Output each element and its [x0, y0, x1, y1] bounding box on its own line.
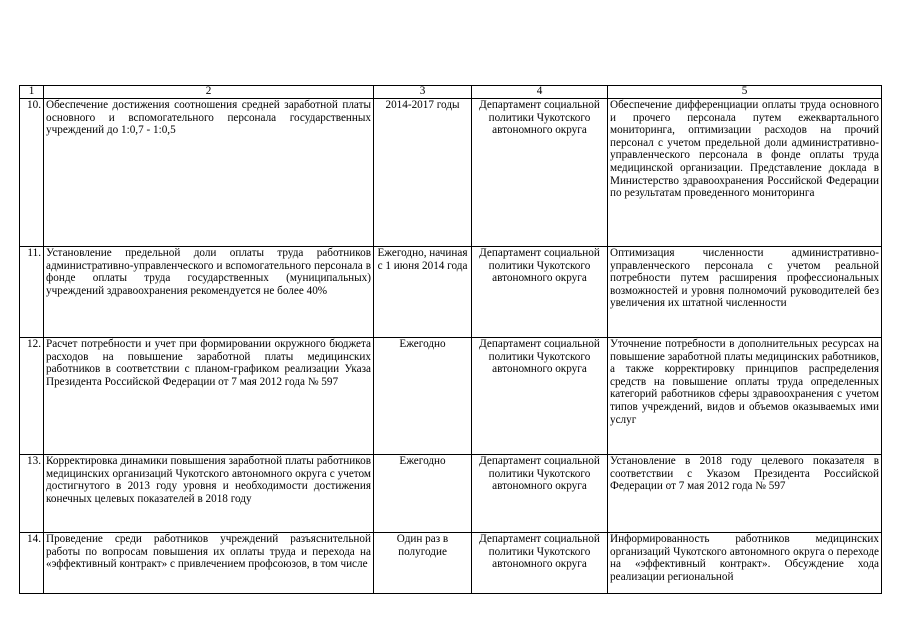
measure-cell: Расчет потребности и учет при формировании окружного бюджета расходов на повышение заработной платы медицинских работников в соответствии с планом-графиком реализации Указа Президента Российской Федерации от 7 мая 2012 года № 597: [44, 338, 374, 455]
period-cell: Один раз в полугодие: [374, 533, 472, 594]
period-cell: Ежегодно: [374, 455, 472, 533]
responsible-cell: Департамент социальной политики Чукотского автономного округа: [472, 455, 608, 533]
row-number: 11.: [20, 247, 44, 338]
row-number: 12.: [20, 338, 44, 455]
measure-cell: Проведение среди работников учреждений разъяснительной работы по вопросам повышения их оплаты труда и перехода на «эффективный контракт» с привлечением профсоюзов, в том числе: [44, 533, 374, 594]
column-header-4: 4: [472, 86, 608, 99]
table-header-row: [20, 86, 882, 99]
table-row: [20, 99, 882, 247]
result-cell: Установление в 2018 году целевого показателя в соответствии с Указом Президента Российской Федерации от 7 мая 2012 года № 597: [608, 455, 882, 533]
column-header-1: 1: [20, 86, 44, 99]
result-cell: Оптимизация численности административно-управленческого персонала с учетом реальной потребности путем расширения профессиональных возможностей и уровня полномочий руководителей без увеличения их штатной численности: [608, 247, 882, 338]
responsible-cell: Департамент социальной политики Чукотского автономного округа: [472, 99, 608, 247]
result-cell: Информированность работников медицинских организаций Чукотского автономного округа о переходе на «эффективный контракт». Обсуждение хода реализации региональной: [608, 533, 882, 594]
row-number: 13.: [20, 455, 44, 533]
measure-cell: Обеспечение достижения соотношения средней заработной платы основного и вспомогательного персонала государственных учреждений до 1:0,7 - 1:0,5: [44, 99, 374, 247]
table-row: [20, 247, 882, 338]
responsible-cell: Департамент социальной политики Чукотского автономного округа: [472, 533, 608, 594]
measures-table: [19, 85, 882, 594]
table-row: [20, 533, 882, 594]
column-header-3: 3: [374, 86, 472, 99]
row-number: 14.: [20, 533, 44, 594]
measure-cell: Корректировка динамики повышения заработной платы работников медицинских организаций Чукотского автономного округа с учетом достигнутого в 2013 году уровня и необходимости достижения конечных целевых показателей в 2018 году: [44, 455, 374, 533]
column-header-5: 5: [608, 86, 882, 99]
table-row: [20, 455, 882, 533]
responsible-cell: Департамент социальной политики Чукотского автономного округа: [472, 338, 608, 455]
column-header-2: 2: [44, 86, 374, 99]
period-cell: Ежегодно, начиная с 1 июня 2014 года: [374, 247, 472, 338]
period-cell: 2014-2017 годы: [374, 99, 472, 247]
result-cell: Обеспечение дифференциации оплаты труда основного и прочего персонала путем ежеквартального мониторинга, оптимизации расходов на прочий персонал с учетом предельной доли административно-управленческого персонала в фонде оплаты труда медицинской организации. Представление доклада в Министерство здравоохранения Российской Федерации по результатам проведенного мониторинга: [608, 99, 882, 247]
result-cell: Уточнение потребности в дополнительных ресурсах на повышение заработной платы медицинских работников, а также корректировку принципов распределения средств на повышение оплаты труда определенных категорий работников сферы здравоохранения с учетом типов учреждений, видов и объемов оказываемых ими услуг: [608, 338, 882, 455]
table-row: [20, 338, 882, 455]
measure-cell: Установление предельной доли оплаты труда работников административно-управленческого и вспомогательного персонала в фонде оплаты труда государственных (муниципальных) учреждений здравоохранения рекомендуется не более 40%: [44, 247, 374, 338]
responsible-cell: Департамент социальной политики Чукотского автономного округа: [472, 247, 608, 338]
row-number: 10.: [20, 99, 44, 247]
period-cell: Ежегодно: [374, 338, 472, 455]
